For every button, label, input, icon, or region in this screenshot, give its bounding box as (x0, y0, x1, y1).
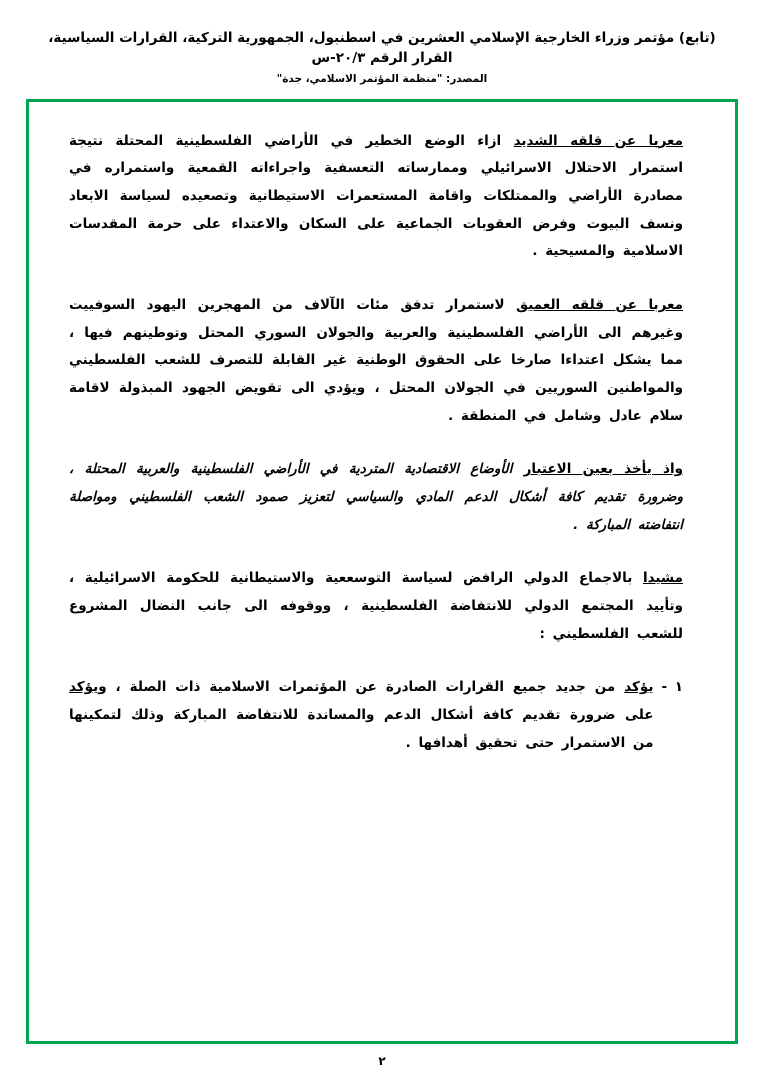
paragraph-1 (69, 128, 683, 266)
paragraph-4-lead: مشيدا (642, 570, 683, 587)
list-item (69, 674, 683, 757)
list-item-text (69, 674, 653, 757)
list-item-part-1: من جديد جميع القرارات الصادرة عن المؤتمرات الاسلامية ذات الصلة ، و (98, 679, 625, 696)
list-item-number: ١ - (661, 679, 683, 696)
paragraph-4-text: بالاجماع الدولي الرافض لسياسة التوسععية والاستيطانية للحكومة الاسرائيلية ، وتأييد المجتمع الدولي للانتفاضة الفلسطينية ، ووقوفه الى جانب النضال المشروع للشعب الفلسطيني : (69, 570, 683, 642)
paragraph-1-lead: معربا عن قلقه الشديد (513, 132, 683, 149)
paragraph-3 (69, 456, 683, 539)
list-item-word-2: يؤكد (69, 679, 99, 696)
document-source: المصدر: "منظمة المؤتمر الاسلامي، جدة" (276, 72, 488, 85)
paragraph-3-text: الأوضاع الاقتصادية المتردية في الأراضي الفلسطينية والعربية المحتلة ، وضرورة تقديم كافة أشكال الدعم المادي والسياسي لتعزيز صمود الشعب الفلسطيني ومواصلة انتفاضته المباركة . (69, 461, 683, 533)
paragraph-3-lead: واذ يأخذ بعين الاعتبار (523, 461, 684, 478)
paragraph-2-text: لاستمرار تدفق مئات الآلاف من المهجرين اليهود السوفييت وغيرهم الى الأراضي الفلسطينية والعربية والجولان السوري المحتل وتوطينهم فيها ، مما يشكل اعتداءا صارخا على الحقوق الوطنية غير القابلة للتصرف للشعب الفلسطيني والمواطنين السوريين في الجولان المحتل ، ويؤدي الى تقويض الجهود المبذولة لاقامة سلام عادل وشامل في المنطقة . (69, 296, 683, 424)
page-number: ٢ (378, 1054, 386, 1068)
page-title: (تابع) مؤتمر وزراء الخارجية الإسلامي العشرين في اسطنبول، الجمهورية التركية، القرارات السياسية، القرار الرقم ٢٠/٣-س (48, 30, 716, 67)
paragraph-2 (69, 292, 683, 430)
document-header (26, 22, 738, 85)
paragraph-4 (69, 565, 683, 648)
paragraph-2-lead: معربا عن قلقه العميق (516, 296, 683, 313)
list-item-word-1: يؤكد (624, 679, 654, 696)
list-item-part-2: على ضرورة تقديم كافة أشكال الدعم والمساندة للانتفاضة المباركة وذلك لتمكينها من الاستمرار حتى تحقيق أهدافها . (69, 706, 654, 751)
document-content-frame (26, 99, 738, 1045)
paragraph-1-text: ازاء الوضع الخطير في الأراضي الفلسطينية المحتلة نتيجة استمرار الاحتلال الاسرائيلي وممارساته التعسفية واجراءاته القمعية واستمراره في مصادرة الأراضي والممتلكات واقامة المستعمرات الاستيطانية وتصعيده لسياسة الابعاد ونسف البيوت وفرض العقوبات الجماعية على السكان والاعتداء على حرمة المقدسات الاسلامية والمسيحية . (69, 132, 683, 260)
